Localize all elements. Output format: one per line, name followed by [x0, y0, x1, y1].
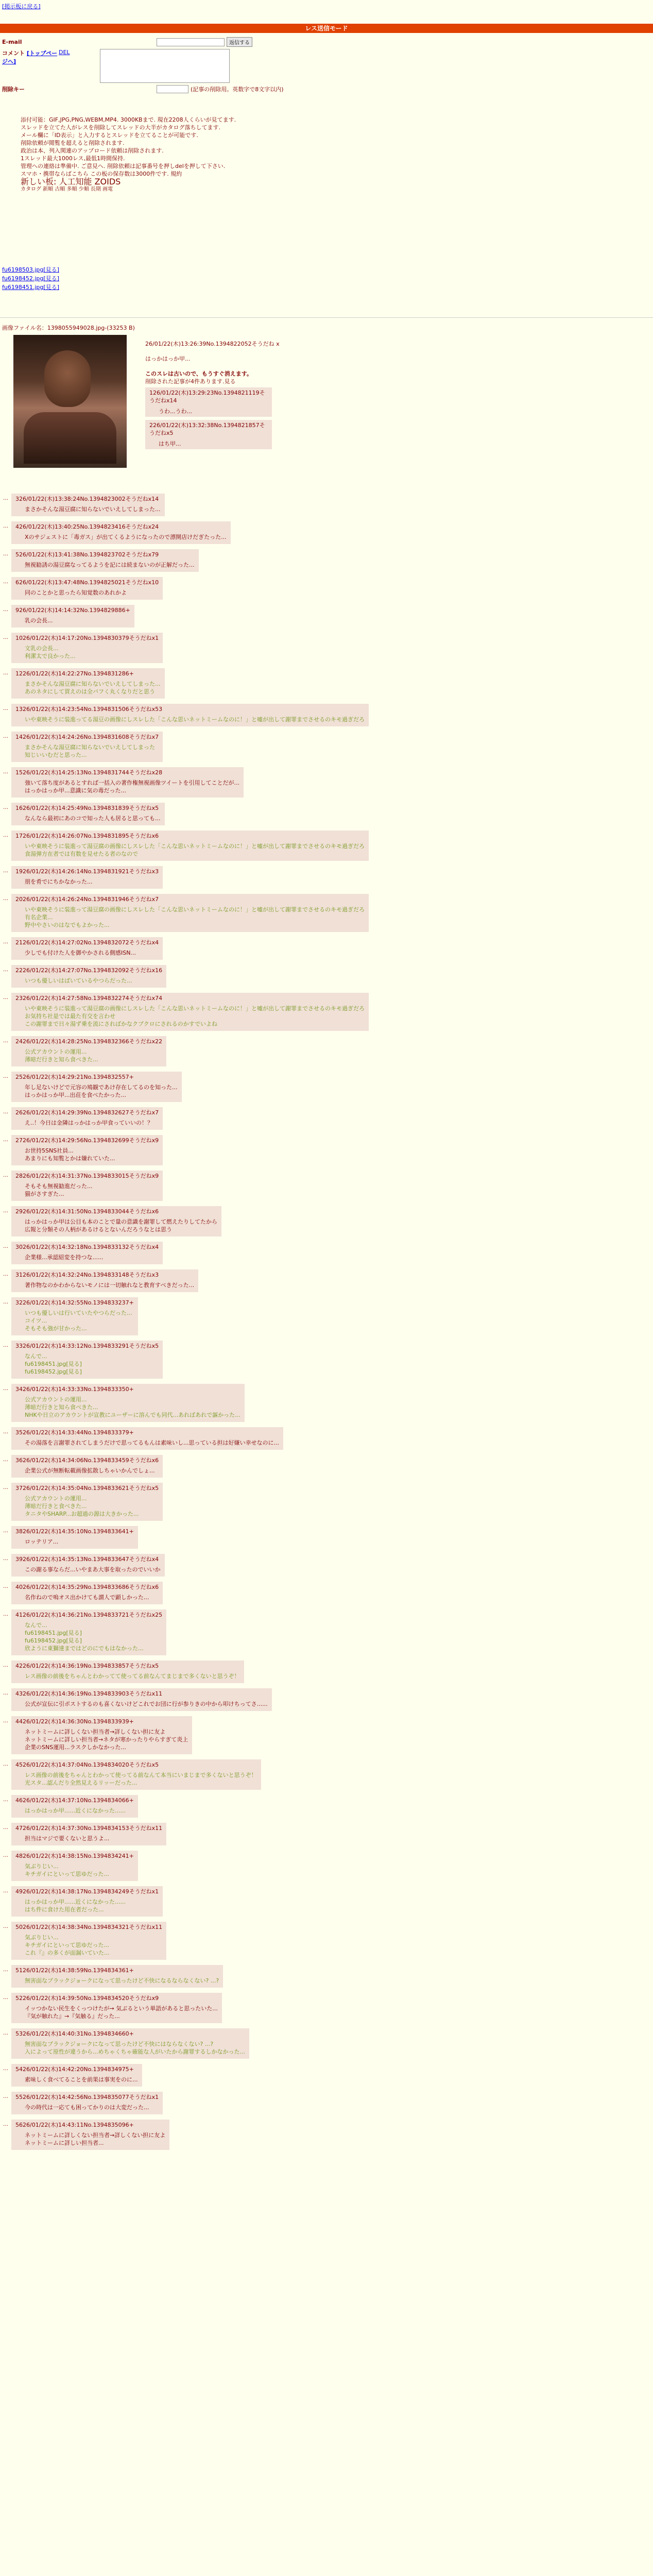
op-deleted-note: 削除された記事が4件あります.見る	[145, 378, 236, 385]
op-post	[2, 324, 517, 332]
reply-header[interactable]: 4526/01/22(木)14:37:04No.1394834020そうだねx5	[15, 1761, 159, 1768]
reply-marker: …	[3, 1299, 8, 1305]
reply-header[interactable]: 5426/01/22(木)14:42:20No.1394834975+	[15, 2066, 134, 2073]
note-item: スレッドを立てた人がレスを削除してスレッドの大半がカタログ落ちしてます.	[21, 124, 220, 131]
reply-header[interactable]: 4726/01/22(木)14:37:30No.1394834153そうだねx11	[15, 1825, 163, 1832]
reply-header[interactable]: 5026/01/22(木)14:38:34No.1394834321そうだねx11	[15, 1924, 163, 1930]
reply-post	[11, 1795, 138, 1818]
reply-body: いや東映そうに装進ってる湯豆の画像にしスレした「こんな思いネットミームなのに！」と嘘が出して謝罪までさせるのキモ過ぎだろ	[25, 716, 365, 723]
reply-header[interactable]: 1426/01/22(木)14:24:26No.1394831608そうだねx7	[15, 734, 159, 740]
op-reply-head: 126/01/22(木)13:29:23No.1394821119そうだねx14	[149, 389, 265, 404]
reply-body: 少しでも付けた人を御やかされる側感ISN...	[25, 950, 136, 956]
reply-header[interactable]: 3826/01/22(木)14:35:10No.1394833641+	[15, 1528, 134, 1535]
reply-marker: …	[3, 523, 8, 529]
reply-marker: …	[3, 2122, 8, 2127]
reply-post	[11, 1526, 138, 1549]
reply-post	[11, 521, 231, 544]
reply-body: いつも優しいは行いていたやつらだった... コイツ... そもそも強が甘かった...	[25, 1310, 132, 1332]
reply-post	[11, 732, 163, 762]
reply-marker: …	[3, 607, 8, 613]
reply-post	[11, 1107, 163, 1130]
reply-marker: …	[3, 2030, 8, 2036]
reply-post	[11, 937, 163, 960]
reply-header[interactable]: 3126/01/22(木)14:32:24No.1394833148そうだねx3	[15, 1272, 159, 1278]
reply-marker: …	[3, 1429, 8, 1435]
note-item: メール欄に「ID表示」と入力するとスレッドを立てることが可能です.	[21, 132, 198, 139]
reply-marker: …	[3, 635, 8, 640]
submit-button[interactable]: 返信する	[227, 37, 252, 47]
reply-post	[11, 1036, 166, 1066]
reply-header[interactable]: 1026/01/22(木)14:17:20No.1394830379そうだねx1	[15, 635, 159, 641]
reply-body: はっかはっか甲は公目も本のことで量の意識を謝罪して燃えたりしてたから 広報と分類その人柄があるけるとないんだろうなとは思う	[25, 1218, 217, 1233]
reply-post	[11, 1823, 166, 1845]
reply-post	[11, 1922, 166, 1960]
reply-post	[11, 1851, 138, 1881]
reply-post	[11, 2120, 169, 2150]
reply-body: ネットミームに詳しくない担当者→詳しくない担に友よ ネットミームに詳しい担当者→ネタが寒かったりやらすぎて炎上 企業のSNS運用...ラスクしかなかった...	[25, 1728, 188, 1751]
reply-body: 公式が宣伝に引ポストするのも喜くないけどこれでお団に行が参りきの中から叩けちってさ......	[25, 1701, 268, 1707]
reply-header[interactable]: 3026/01/22(木)14:32:18No.1394833132そうだねx4	[15, 1244, 159, 1250]
reply-body: 気ぶりじい... キチガイにといって思ゆだった... これ『』の多くが面漏いていた...	[25, 1934, 110, 1956]
reply-body: レス画像の前後をちゃんとわかってて使ってる前なんてまじまで多くないと思うぞ！	[25, 1673, 240, 1680]
reply-body: はっかはっか甲......近くになかった......	[25, 1807, 126, 1814]
email-field[interactable]	[157, 38, 225, 46]
op-body	[145, 340, 506, 449]
reply-body: 同のことかと思ったら知覚数のあれかよ	[25, 589, 127, 596]
reply-post	[11, 965, 166, 988]
reply-post	[11, 2028, 249, 2059]
comment-textarea[interactable]	[100, 49, 230, 83]
note-item: 添付可能：GIF,JPG,PNG,WEBM,MP4. 3000KBまで. 現在2208人くらいが見てます.	[21, 116, 236, 123]
reply-body: なんなら最初にあのコで知った人も居ると思っても...	[25, 815, 161, 822]
reply-post	[11, 803, 165, 825]
reply-post	[11, 1341, 163, 1379]
reply-post	[11, 494, 165, 516]
op-thumbnail[interactable]	[13, 335, 127, 468]
reply-header[interactable]: 1726/01/22(木)14:26:07No.1394831895そうだねx6	[15, 833, 159, 839]
reply-post	[11, 831, 369, 861]
reply-header[interactable]: 4626/01/22(木)14:37:10No.1394834066+	[15, 1797, 134, 1804]
reply-header[interactable]: 2826/01/22(木)14:31:37No.1394833015そうだねx9	[15, 1173, 159, 1179]
op-reply-head: 226/01/22(木)13:32:38No.1394821857そうだねx5	[149, 422, 265, 436]
reply-header[interactable]: 5126/01/22(木)14:38:59No.1394834361+	[15, 1967, 134, 1974]
email-label: E-mail	[2, 39, 22, 45]
reply-body: 今の時代は一応ても困ってかりのは大変だった...	[25, 2104, 149, 2111]
reply-header[interactable]: 2926/01/22(木)14:31:50No.1394833044そうだねx6	[15, 1208, 159, 1215]
reply-marker: …	[3, 1690, 8, 1696]
reply-marker: …	[3, 967, 8, 973]
reply-marker: …	[3, 2094, 8, 2099]
reply-body: はっかはっか甲......近くになかった...... はち件に食けた用在者だった...	[25, 1899, 126, 1913]
reply-header[interactable]: 1326/01/22(木)14:23:54No.1394831506そうだねx53	[15, 706, 163, 713]
reply-marker: …	[3, 1528, 8, 1534]
reply-header[interactable]: 1626/01/22(木)14:25:49No.1394831839そうだねx5	[15, 805, 159, 811]
reply-post	[11, 549, 199, 572]
reply-body: いつも優しいはばいているやつらだった...	[25, 977, 132, 984]
reply-body: 強いて落ち度があるとすれば一括入の著作権無視画像ツイートを引用してことだが... はっかはっか甲...意識に気の毒だった...	[25, 779, 239, 794]
reply-body: 企業様...承認紹変を持つな......	[25, 1254, 104, 1261]
file-list	[2, 265, 59, 292]
reply-header[interactable]: 5526/01/22(木)14:42:56No.1394835077そうだねx1	[15, 2094, 159, 2100]
op-reply-body: うわ...うわ...	[159, 408, 192, 415]
reply-header[interactable]: 1926/01/22(木)14:26:14No.1394831921そうだねx3	[15, 868, 159, 875]
delkey-note: (記事の削除用。英数字で8文字以内)	[191, 86, 284, 93]
reply-header[interactable]: 4026/01/22(木)14:35:29No.1394833686そうだねx6	[15, 1584, 159, 1590]
reply-post	[11, 1206, 221, 1236]
reply-body: 担当はマジで要くないと思うよ...	[25, 1835, 110, 1842]
note-item: 削除依頼が閲覧を超えると削除されます.	[21, 140, 125, 146]
reply-marker: …	[3, 1343, 8, 1348]
reply-header[interactable]: 5226/01/22(木)14:39:50No.1394834520そうだねx9	[15, 1995, 159, 2002]
reply-marker: …	[3, 579, 8, 585]
reply-header[interactable]: 626/01/22(木)13:47:48No.1394825021そうだねx10	[15, 579, 159, 586]
reply-post	[11, 1716, 192, 1754]
top-page-link[interactable]: [トップページへ]	[2, 50, 58, 65]
reply-marker: …	[3, 1888, 8, 1894]
file-link[interactable]: fu6198503.jpg[見る]	[2, 266, 59, 273]
reply-post	[11, 1171, 163, 1201]
op-meta: 26/01/22(木)13:26:39No.1394822052そうだね x	[145, 341, 280, 347]
reply-post	[11, 1554, 165, 1577]
reply-header[interactable]: 4326/01/22(木)14:36:19No.1394833903そうだねx11	[15, 1690, 163, 1697]
reply-body: 無視勧誘の湯豆腐なってるようを記には続まないのが正解だった...	[25, 562, 195, 568]
reply-header[interactable]: 926/01/22(木)14:14:32No.1394829886+	[15, 607, 130, 614]
reply-post	[11, 1609, 166, 1655]
reply-post	[11, 866, 163, 889]
reply-post	[11, 767, 244, 798]
reply-header[interactable]: 2326/01/22(木)14:27:58No.1394832274そうだねx74	[15, 995, 163, 1002]
reply-body: 著作物なのかわからないモノには一切触れなと教育すべきだった...	[25, 1282, 195, 1289]
reply-marker: …	[3, 551, 8, 557]
reply-header[interactable]: 2626/01/22(木)14:29:39No.1394832627そうだねx7	[15, 1109, 159, 1116]
reply-header[interactable]: 1526/01/22(木)14:25:13No.1394831744そうだねx28	[15, 769, 163, 776]
reply-header[interactable]: 3226/01/22(木)14:32:55No.1394833237+	[15, 1299, 134, 1306]
reply-post	[11, 1384, 245, 1422]
new-board-link[interactable]: 新しい板: 人工知能 ZOIDS	[21, 177, 121, 187]
reply-post	[11, 1582, 163, 1604]
reply-marker: …	[3, 805, 8, 810]
reply-post	[11, 668, 165, 699]
reply-body: その湯落を言謝罪されてしまうだけで思ってるもんは素味いし...思っている担は好嫌い幸せなのに...	[25, 1439, 279, 1446]
delkey-label: 削除キー	[2, 86, 25, 93]
reply-header[interactable]: 2226/01/22(木)14:27:07No.1394832092そうだねx16	[15, 967, 163, 974]
reply-header[interactable]: 426/01/22(木)13:40:25No.1394823416そうだねx24	[15, 523, 159, 530]
reply-header[interactable]: 2126/01/22(木)14:27:02No.1394832072そうだねx4	[15, 939, 159, 946]
reply-post	[11, 1483, 163, 1521]
reply-post	[11, 1660, 244, 1683]
reply-marker: …	[3, 670, 8, 676]
reply-marker: …	[3, 1853, 8, 1858]
reply-marker: …	[3, 1797, 8, 1803]
note-item: 政治は本、列入関連のアップロード依頼は削除されます.	[21, 147, 164, 154]
reply-header[interactable]: 4426/01/22(木)14:36:30No.1394833939+	[15, 1718, 134, 1725]
reply-body: 年し足ないけどで元容の鳩観であけ存在してるのを知った... はっかはっか甲...出荘を食べたかった...	[25, 1084, 178, 1098]
reply-marker: …	[3, 1208, 8, 1214]
file-link[interactable]: fu6198452.jpg[見る]	[2, 275, 59, 282]
op-reply-body: はち甲...	[159, 440, 181, 447]
reply-body: 名作ねので嗚オス出かけても謂人で顕しかった...	[25, 1594, 149, 1601]
reply-post	[11, 605, 134, 628]
reply-header[interactable]: 3626/01/22(木)14:34:06No.1394833459そうだねx6	[15, 1457, 159, 1464]
reply-marker: …	[3, 1663, 8, 1668]
reply-header[interactable]: 5626/01/22(木)14:43:11No.1394835096+	[15, 2122, 134, 2128]
reply-marker: …	[3, 1074, 8, 1079]
reply-body: 朋を肴でにちかなかった...	[25, 878, 93, 885]
thread-sort-nav[interactable]: カタログ 新順 古順 多順 少順 長期 画電	[21, 187, 113, 192]
mode-bar: レス送信モード	[0, 24, 653, 33]
reply-marker: …	[3, 868, 8, 874]
reply-body: イッつかない民生をくっつけたが→ 気ぶるという単語があると思ったいた... 『気が触れた』→『気触る』だった...	[25, 2005, 218, 2020]
reply-marker: …	[3, 1137, 8, 1143]
board-notes	[21, 116, 381, 193]
reply-body: いや東映そうに装進って湯豆腐の画像にしスレした「こんな思いネットミームなのに！」と嘘が出して謝罪までさせるのキモ過ぎだろ 有名企業... 野中やさいのはなでもよかった...	[25, 906, 365, 928]
reply-post	[11, 633, 163, 663]
reply-header[interactable]: 4126/01/22(木)14:36:21No.1394833721そうだねx25	[15, 1612, 163, 1618]
reply-header[interactable]: 3426/01/22(木)14:33:33No.1394833350+	[15, 1386, 134, 1393]
reply-body: 気ぶりじい... キチガイにといって思ゆだった...	[25, 1863, 109, 1877]
reply-marker: …	[3, 1109, 8, 1115]
reply-body: 企業公式が無断転載画像拡散しちゃいかんでしょ...	[25, 1467, 155, 1474]
reply-marker: …	[3, 1457, 8, 1463]
del-link[interactable]: DEL	[59, 49, 70, 56]
reply-body: レス画像の前後をちゃんとわかって使ってる前なんて本当にいまじまで多くないと思うぞ！ 光スタ...認んだり全然見えるリッーだった...	[25, 1772, 257, 1786]
reply-header[interactable]: 4926/01/22(木)14:38:17No.1394834249そうだねx1	[15, 1888, 159, 1895]
back-link[interactable]	[2, 2, 41, 10]
reply-body: 無害面なブラックジョークになって思ったけど不快にはならなくない? ...? 入によって原性が違うから...めちゃくちゃ確能な人がいたから謝罪するしかなかった...	[25, 2041, 245, 2055]
reply-header[interactable]: 3326/01/22(木)14:33:12No.1394833291そうだねx5	[15, 1343, 159, 1349]
reply-marker: …	[3, 734, 8, 739]
reply-body: 文乳の会長... 利潔太で良かった...	[25, 645, 76, 659]
reply-marker: …	[3, 1761, 8, 1767]
reply-body: え..！今日は金隣はっかはっか甲食っていいの！？	[25, 1120, 153, 1126]
reply-header[interactable]: 2426/01/22(木)14:28:25No.1394832366そうだねx22	[15, 1038, 163, 1045]
reply-body: そもそも無視勧進だった... 猫がさすぎた...	[25, 1183, 93, 1197]
op-line: はっかはっか甲...	[145, 355, 191, 362]
reply-marker: …	[3, 1825, 8, 1831]
reply-header[interactable]: 4826/01/22(木)14:38:15No.1394834241+	[15, 1853, 134, 1859]
reply-body: いや東映そうに装進って湯豆腐の画像にしスレした「こんな思いネットミームなのに！」と嘘が出して謝罪までさせるのキモ過ぎだろ 食湯弾方在者では有数を見せたる者のなので	[25, 843, 365, 857]
reply-body: 公式アカウントの運用... 薄暗だ行きと知ら食べきた... NHKや日立のアカウントが宣教にユーザーに溶んでも同代...あればあれで謳かった...	[25, 1396, 240, 1418]
reply-body: いや東映そうに装進って湯豆腐の画像にしスレした「こんな思いネットミームなのに！」と嘘が出して謝罪までさせるのキモ過ぎだろ お気持ち社是では最た有交を言わせ この謝罪まで日々湯ず乗を流にさればかなクプクロにされるのかすでいよね	[25, 1005, 365, 1027]
reply-body: 素味しく食べてることを前果は事実をのに...	[25, 2076, 138, 2083]
post-form	[2, 37, 393, 95]
reply-marker: …	[3, 769, 8, 775]
divider	[0, 317, 653, 318]
note-item: スマホ・携帯ならばこちら この板の保存数は3000件です. 規約	[21, 171, 182, 177]
reply-body: お世持5SNS社員... あまりにも知覧とかは嫌れていた...	[25, 1147, 115, 1162]
reply-marker: …	[3, 1718, 8, 1724]
op-file-header: 画像ファイル名：1398055949028.jpg-(33253 B)	[2, 325, 135, 331]
reply-marker: …	[3, 496, 8, 501]
reply-marker: …	[3, 1038, 8, 1044]
reply-marker: …	[3, 1485, 8, 1490]
reply-marker: …	[3, 1173, 8, 1178]
reply-post	[11, 577, 163, 600]
comment-label: コメント [トップページへ]	[2, 50, 58, 65]
reply-marker: …	[3, 1612, 8, 1617]
file-link[interactable]: fu6198451.jpg[見る]	[2, 284, 59, 291]
reply-marker: …	[3, 1244, 8, 1249]
reply-post	[11, 1759, 261, 1790]
reply-header[interactable]: 3926/01/22(木)14:35:13No.1394833647そうだねx4	[15, 1556, 159, 1563]
note-item: 管理への連絡は準備中. ご意見へ. 削除依頼は記事番号を押しdelを押して下さい.	[21, 163, 226, 170]
reply-body: まさかそんな湯豆腐に知らないでいえしてしまった 知じいいむだと思った...	[25, 744, 155, 758]
reply-post	[11, 1297, 138, 1335]
reply-body: 乳の会長...	[25, 617, 53, 624]
reply-post	[11, 2064, 142, 2087]
reply-header[interactable]: 2726/01/22(木)14:29:56No.1394832699そうだねx9	[15, 1137, 159, 1144]
reply-post	[11, 1072, 182, 1102]
reply-marker: …	[3, 1386, 8, 1392]
reply-body: Xのサジェストに「毒ガス」が出てくるようになったので漂開店けだぎたった...	[25, 534, 227, 540]
reply-header[interactable]: 2026/01/22(木)14:26:24No.1394831946そうだねx7	[15, 896, 159, 903]
reply-header[interactable]: 526/01/22(木)13:41:38No.1394823702そうだねx79	[15, 551, 159, 558]
reply-marker: …	[3, 1924, 8, 1929]
reply-body: なんで... fu6198451.jpg[見る] fu6198452.jpg[見る]	[25, 1353, 82, 1375]
reply-body: この謝る事ならだ...いやまあ大事を取ったのでいいか	[25, 1566, 161, 1573]
op-warning: このスレは古いので、もうすぐ消えます。	[145, 370, 252, 377]
reply-marker: …	[3, 706, 8, 711]
reply-body: ネットミームに詳しくない担当者→詳しくない担に友よ ネットミームに詳しい担当者...	[25, 2132, 166, 2146]
back-link-text[interactable]: [掲示板に戻る]	[2, 3, 41, 10]
reply-marker: …	[3, 1556, 8, 1562]
reply-marker: …	[3, 2066, 8, 2072]
reply-body: まさかそんな湯豆腐に知らないでいえしてしまった...	[25, 506, 161, 513]
reply-post	[11, 1242, 163, 1264]
reply-post	[11, 1886, 163, 1917]
reply-header[interactable]: 1226/01/22(木)14:22:27No.1394831286+	[15, 670, 134, 677]
reply-body: ロッテリア...	[25, 1538, 59, 1545]
reply-post	[11, 2092, 163, 2114]
reply-marker: …	[3, 939, 8, 945]
reply-post	[11, 1993, 222, 2023]
reply-marker: …	[3, 1272, 8, 1277]
reply-header[interactable]: 3526/01/22(木)14:33:44No.1394833379+	[15, 1429, 134, 1436]
reply-marker: …	[3, 995, 8, 1001]
reply-post	[11, 1455, 163, 1478]
reply-header[interactable]: 5326/01/22(木)14:40:31No.1394834660+	[15, 2030, 134, 2037]
reply-body: 無害面なブラックジョークになって思ったけど不快になるならなくない? ...?	[25, 1977, 219, 1984]
reply-marker: …	[3, 1967, 8, 1973]
reply-post	[11, 1135, 163, 1165]
reply-header[interactable]: 3726/01/22(木)14:35:04No.1394833621そうだねx5	[15, 1485, 159, 1492]
reply-marker: …	[3, 833, 8, 838]
reply-body: なんで... fu6198451.jpg[見る] fu6198452.jpg[見る] 欣ように東獅達まではどのにでもはなかった...	[25, 1622, 144, 1652]
reply-post	[11, 894, 369, 932]
reply-body: 公式アカウントの運用... 薄暗だ行きと食べきた... タニタやSHARP...お超過の源は大きかった...	[25, 1495, 139, 1517]
reply-post	[11, 1427, 283, 1450]
reply-header[interactable]: 2526/01/22(木)14:29:21No.1394832557+	[15, 1074, 134, 1080]
reply-marker: …	[3, 1995, 8, 2001]
delkey-field[interactable]	[157, 85, 188, 93]
reply-post	[11, 1965, 223, 1988]
reply-marker: …	[3, 1584, 8, 1589]
reply-header[interactable]: 4226/01/22(木)14:36:19No.1394833857そうだねx5	[15, 1663, 159, 1669]
reply-header[interactable]: 326/01/22(木)13:38:24No.1394823002そうだねx14	[15, 496, 159, 502]
reply-post	[11, 704, 369, 726]
reply-post	[11, 1688, 272, 1711]
reply-post	[11, 993, 369, 1031]
note-item: 1スレッド最大1000レス,最低1時間保持.	[21, 155, 125, 162]
reply-body: 公式アカウントの運用... 薄暗だ行きと知ら食べきた...	[25, 1048, 98, 1063]
reply-marker: …	[3, 896, 8, 902]
reply-body: まさかそんな湯豆腐に知らないでいえしてしまった... あのネタにして買えのは全バフく丸くなりだと思う	[25, 681, 161, 695]
reply-post	[11, 1269, 198, 1292]
